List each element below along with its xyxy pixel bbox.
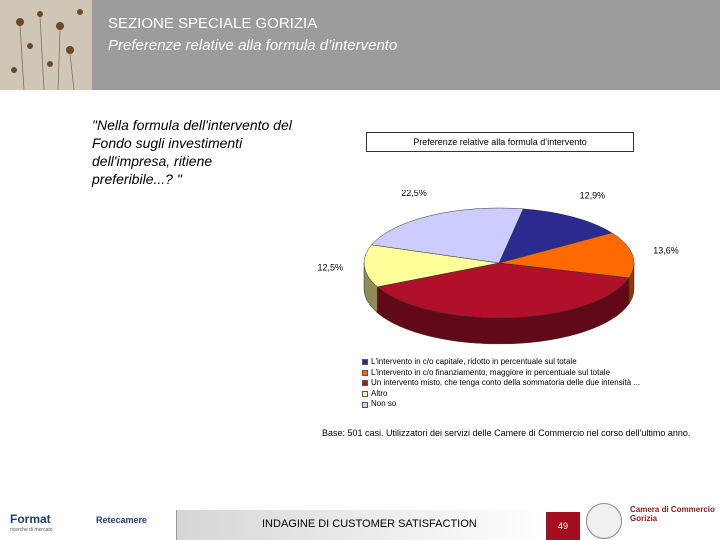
page-number: 49 — [546, 512, 580, 540]
retecamere-logo: Retecamere — [96, 515, 148, 525]
header-flower-image — [0, 0, 92, 90]
legend-label: Un intervento misto, che tenga conto della sommatoria delle due intensità ... — [371, 378, 641, 388]
legend-label: L'intervento in c/o capitale, ridotto in percentuale sul totale — [371, 357, 577, 366]
format-logo: Format — [10, 512, 51, 526]
pie-value-label-4: 22,5% — [401, 190, 427, 198]
footer-text: INDAGINE DI CUSTOMER SATISFACTION — [262, 518, 477, 530]
legend-swatch — [362, 391, 368, 397]
base-note: Base: 501 casi. Utilizzatori dei servizi delle Camere di Commercio nel corso dell'ultimo anno. — [322, 428, 691, 438]
legend-swatch — [362, 370, 368, 376]
camera-logo-line1: Camera di Commercio — [630, 505, 715, 514]
legend-swatch — [362, 359, 368, 365]
format-logo-sub: ricerche di mercato — [10, 527, 53, 533]
flower-illustration — [0, 0, 92, 90]
camera-commercio-logo — [630, 505, 715, 523]
seal-icon — [586, 503, 622, 539]
legend-item — [362, 368, 640, 379]
pie-value-label-1: 13,6% — [653, 245, 679, 256]
pie-chart — [300, 190, 700, 360]
legend-item — [362, 399, 640, 410]
section-title: SEZIONE SPECIALE GORIZIA — [108, 15, 318, 32]
pie-value-label-0: 12,9% — [579, 190, 606, 201]
legend-label: Altro — [371, 388, 388, 398]
chart-legend — [362, 357, 640, 410]
legend-label: Non so — [371, 399, 397, 409]
pie-value-label-3: 12,5% — [317, 262, 344, 273]
legend-swatch — [362, 402, 368, 408]
section-subtitle: Preferenze relative alla formula d’intervento — [108, 37, 398, 54]
header-bar — [0, 0, 720, 90]
legend-swatch — [362, 380, 368, 386]
chart-title: Preferenze relative alla formula d’intervento — [366, 132, 634, 152]
legend-label: L'intervento in c/o finanziamento, maggiore in percentuale sul totale — [371, 367, 611, 377]
legend-item — [362, 357, 640, 368]
camera-logo-line2: Gorizia — [630, 514, 658, 523]
legend-item — [362, 378, 640, 389]
legend-item — [362, 389, 640, 400]
survey-question: "Nella formula dell'intervento del Fondo sugli investimenti dell'impresa, ritiene preferibile...? " — [92, 117, 292, 187]
